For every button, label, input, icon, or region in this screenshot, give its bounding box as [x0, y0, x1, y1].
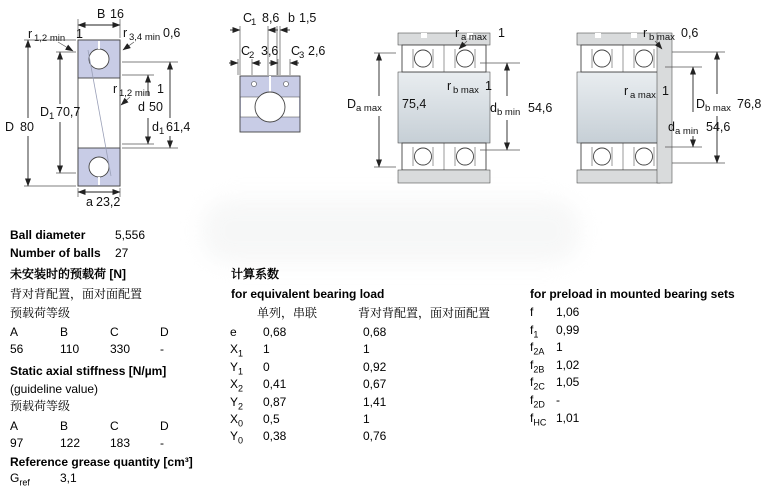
dim-Db-symbol: D — [696, 97, 706, 111]
dim-C1-symbol: C — [243, 11, 253, 25]
dim-r12-top — [28, 27, 83, 51]
stiffness-header-d: D — [160, 419, 169, 433]
preload-grid-value-a: 56 — [10, 342, 24, 356]
dim-Db-value: 76,8 — [737, 97, 762, 111]
grease-value: 3,1 — [60, 471, 77, 485]
dim-d-value: 50 — [149, 100, 163, 114]
dim-b-value: 1,5 — [299, 11, 317, 25]
preload-factor-value: 1,01 — [556, 411, 580, 425]
dim-ra-subscript: a max — [461, 32, 487, 43]
calc-row-sym: $Y_0$ — [230, 429, 244, 446]
calc-row-c1: 0 — [263, 360, 270, 374]
stiffness-header-c: C — [110, 419, 119, 433]
dim-ra-subscript: a max — [630, 90, 656, 101]
bearing-drawing — [78, 40, 120, 186]
dim-C1-subscript: 1 — [251, 17, 257, 28]
calc-row-c2: 1,41 — [363, 395, 387, 409]
preload-factor-value: - — [556, 393, 560, 407]
preload-grid-header-b: B — [60, 325, 69, 339]
dim-C3-subscript: 3 — [299, 50, 305, 61]
dim-a-symbol: a — [86, 195, 93, 209]
calc-row-c2: 0,92 — [363, 360, 387, 374]
dim-rb-subscript: b max — [453, 85, 479, 96]
dim-r12m-symbol: r — [113, 82, 118, 96]
stiffness-header-b: B — [60, 419, 69, 433]
diagram-mounted-pair-right — [575, 0, 769, 220]
calc-row-c1: 0,41 — [263, 377, 287, 391]
preload-factor-value: 1,05 — [556, 375, 580, 389]
dim-rb-value: 0,6 — [681, 26, 699, 40]
preload-factor-sym: $f_{2D}$ — [530, 393, 545, 410]
calc-row-sym: $Y_2$ — [230, 395, 244, 412]
calc-col2-header: 背对背配置，面对面配置 — [358, 306, 491, 320]
dim-C2-symbol: C — [241, 44, 251, 58]
calc-factors-title: 计算系数 — [231, 267, 280, 281]
dim-db-subscript: b min — [497, 107, 521, 118]
dim-B — [78, 7, 124, 38]
preload-class-label: 预载荷等级 — [10, 306, 71, 320]
preload-factor-value: 1,06 — [556, 305, 580, 319]
dim-rb-value: 1 — [485, 79, 492, 93]
dim-db-value: 54,6 — [528, 101, 553, 115]
calc-factors-subtitle: for equivalent bearing load — [231, 287, 385, 301]
stiffness-value-a: 97 — [10, 436, 24, 450]
number-of-balls-label: Number of balls — [10, 246, 101, 260]
dim-r34-symbol: r — [123, 26, 128, 40]
dim-C3-symbol: C — [291, 44, 301, 58]
calc-row-sym: $X_2$ — [230, 377, 244, 394]
preload-grid-header-c: C — [110, 325, 119, 339]
preload-factor-value: 0,99 — [556, 323, 580, 337]
preload-grid-header-a: A — [10, 325, 19, 339]
dim-da-subscript: a min — [675, 126, 699, 137]
dim-C2-value: 3,6 — [261, 44, 279, 58]
calc-row-c1: 0,87 — [263, 395, 287, 409]
dim-db-symbol: d — [490, 101, 497, 115]
calc-row-sym: $X_1$ — [230, 342, 244, 359]
dim-r12-symbol: r — [28, 27, 33, 41]
diagram-bearing-cross-section — [0, 0, 230, 222]
bearing-cartridge — [581, 45, 665, 72]
dim-db-min — [480, 63, 552, 150]
calc-row-c1: 0,38 — [263, 429, 287, 443]
calc-row-c2: 0,76 — [363, 429, 387, 443]
number-of-balls-value: 27 — [115, 246, 129, 260]
calc-row-c2: 1 — [363, 412, 370, 426]
dim-D1-subscript: 1 — [49, 111, 55, 122]
dim-ra-value: 1 — [498, 26, 505, 40]
stiffness-subtitle: (guideline value) — [10, 382, 99, 396]
preload-factor-sym: $f_{2A}$ — [530, 340, 545, 357]
dim-Da-subscript: a max — [356, 103, 382, 114]
ball-diameter-label: Ball diameter — [10, 228, 86, 242]
dim-rb-symbol: r — [447, 79, 452, 93]
dim-r34-top — [123, 26, 180, 50]
stiffness-class-label: 预载荷等级 — [10, 399, 71, 413]
dim-D1-symbol: D — [40, 105, 50, 119]
preload-factor-sym: f — [530, 305, 534, 319]
stiffness-value-d: - — [160, 436, 164, 450]
calc-col1-header: 单列，串联 — [257, 306, 318, 320]
dim-da-value: 54,6 — [706, 120, 731, 134]
stiffness-value-b: 122 — [60, 436, 81, 450]
dim-rb-subscript: b max — [649, 32, 675, 43]
preload-factor-sym: $f_1$ — [530, 323, 539, 340]
dim-Db-max — [672, 52, 761, 163]
dim-r34-value: 0,6 — [163, 26, 181, 40]
calc-row-sym: $Y_1$ — [230, 360, 244, 377]
dim-da-symbol: d — [668, 120, 675, 134]
dim-ra-value: 1 — [662, 84, 669, 98]
preload-factor-sym: $f_{2C}$ — [530, 375, 545, 392]
seal-drawing — [240, 76, 300, 132]
mounted-assembly-drawing — [577, 33, 672, 183]
dim-C1-b-row — [230, 11, 316, 75]
diagram-mounted-pair-left — [340, 0, 575, 220]
bearing-cartridge — [581, 143, 665, 170]
dim-r34-subscript: 3,4 min — [129, 32, 161, 43]
dim-ra-symbol: r — [455, 26, 460, 40]
dim-b-symbol: b — [288, 11, 295, 25]
preload-grid-value-b: 110 — [60, 342, 80, 356]
ball-diameter-value: 5,556 — [115, 228, 146, 242]
dim-Da-value: 75,4 — [402, 97, 427, 111]
dim-B-value: 16 — [110, 7, 124, 21]
calc-row-c2: 1 — [363, 342, 370, 356]
dim-Da-symbol: D — [347, 97, 357, 111]
stiffness-title: Static axial stiffness [N/µm] — [10, 364, 167, 378]
dim-C1-value: 8,6 — [262, 11, 280, 25]
preload-grid-value-d: - — [160, 342, 164, 356]
grease-title: Reference grease quantity [cm³] — [10, 455, 193, 469]
calc-row-c1: 0,5 — [263, 412, 280, 426]
preload-grid-value-c: 330 — [110, 342, 131, 356]
calc-row-sym: $X_0$ — [230, 412, 244, 429]
calc-row-c1: 0,68 — [263, 325, 287, 339]
preload-factor-value: 1 — [556, 340, 563, 354]
diagram-width-detail — [228, 0, 338, 150]
dim-D-symbol: D — [5, 120, 15, 134]
dim-r12m-subscript: 1,2 min — [119, 88, 151, 99]
dim-C3-value: 2,6 — [308, 44, 326, 58]
bearing-cartridge — [402, 45, 486, 72]
preload-factor-sym: $f_{2B}$ — [530, 358, 545, 375]
preload-factor-sym: $f_{HC}$ — [530, 411, 547, 428]
dim-d1-subscript: 1 — [159, 126, 165, 137]
calc-row-c2: 0,68 — [363, 325, 387, 339]
dim-a-value: 23,2 — [96, 195, 121, 209]
dim-C2-subscript: 2 — [249, 50, 255, 61]
dim-rb-symbol: r — [643, 26, 648, 40]
preload-unmounted-title: 未安装时的预载荷 [N] — [10, 267, 126, 281]
calc-row-c1: 1 — [263, 342, 270, 356]
dim-ra-symbol: r — [624, 84, 629, 98]
calc-row-sym: e — [230, 325, 237, 339]
dim-D1 — [40, 52, 80, 173]
dim-r12-subscript: 1,2 min — [34, 33, 66, 44]
dim-r12m-value: 1 — [157, 82, 164, 96]
dim-d1-value: 61,4 — [166, 120, 191, 134]
dim-d1-symbol: d — [152, 120, 159, 134]
dim-D-value: 80 — [20, 120, 34, 134]
preload-config-subtitle: 背对背配置，面对面配置 — [10, 287, 143, 301]
dim-Db-subscript: b max — [705, 103, 731, 114]
dim-r12-value: 1 — [76, 27, 83, 41]
grease-symbol: $G_{ref}$ — [10, 471, 30, 488]
bearing-cartridge — [402, 143, 486, 170]
dim-a — [78, 188, 120, 209]
stiffness-value-c: 183 — [110, 436, 131, 450]
dim-D1-value: 70,7 — [56, 105, 81, 119]
preload-grid-header-d: D — [160, 325, 169, 339]
calc-row-c2: 0,67 — [363, 377, 387, 391]
dim-d-symbol: d — [138, 100, 145, 114]
stiffness-header-a: A — [10, 419, 19, 433]
preload-factor-value: 1,02 — [556, 358, 580, 372]
dim-B-symbol: B — [97, 7, 106, 21]
preload-factors-title: for preload in mounted bearing sets — [530, 287, 735, 301]
